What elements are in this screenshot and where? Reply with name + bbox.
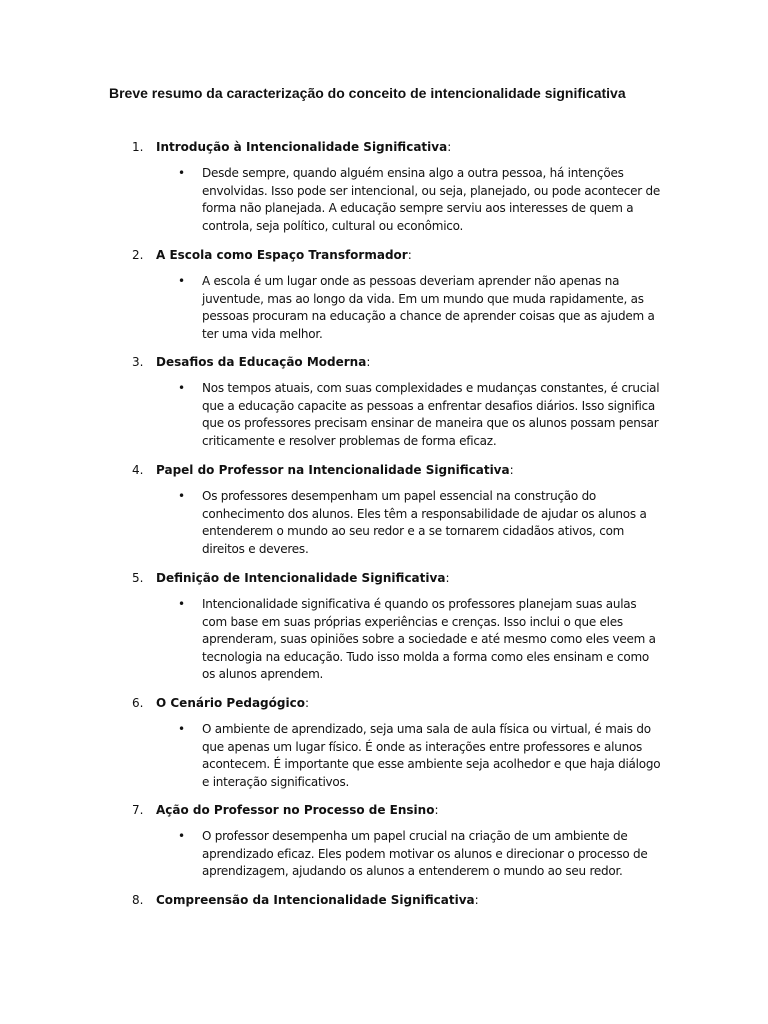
section-2 (0, 246, 768, 341)
section-title (156, 694, 309, 712)
section-title (156, 801, 439, 819)
bullet-icon: • (178, 722, 186, 736)
section-5 (0, 569, 768, 682)
section-1 (0, 138, 768, 233)
bullet-text: Os professores desempenham um papel essencial na construção do conhecimento dos alunos. Eles têm a responsabilidade de ajudar os alunos a entenderem o mundo ao seu redor e a se tornarem cidadãos ativos, com direitos e deveres. (202, 489, 647, 556)
section-title-bold: A Escola como Espaço Transformador (156, 248, 408, 262)
section-number: 6. (132, 696, 144, 710)
section-title (156, 138, 451, 156)
section-heading (0, 694, 768, 712)
section-heading (0, 138, 768, 156)
bullet-text: Nos tempos atuais, com suas complexidades e mudanças constantes, é crucial que a educação capacite as pessoas a enfrentar desafios diários. Isso significa que os professores precisam ensinar de maneira que os alunos possam pensar criticamente e resolver problemas de forma eficaz. (202, 381, 660, 448)
section-heading (0, 461, 768, 479)
section-7 (0, 801, 768, 879)
section-title-colon: : (407, 248, 412, 262)
section-title-bold: Definição de Intencionalidade Significativa (156, 571, 446, 585)
bullet-icon: • (178, 829, 186, 843)
section-title (156, 353, 370, 371)
bullet-text: Intencionalidade significativa é quando os professores planejam suas aulas com base em suas próprias experiências e crenças. Isso inclui o que eles aprenderam, suas opiniões sobre a sociedade e até mesmo como eles veem a tecnologia na educação. Tudo isso molda a forma como eles ensinam e como os alunos aprendem. (202, 597, 656, 682)
section-title-colon: : (474, 893, 479, 907)
section-heading (0, 246, 768, 264)
bullet-icon: • (178, 166, 186, 180)
section-title (156, 461, 514, 479)
section-title-colon: : (445, 571, 450, 585)
section-title-bold: Introdução à Intencionalidade Significativa (156, 140, 448, 154)
bullet-icon: • (178, 489, 186, 503)
bullet-text: A escola é um lugar onde as pessoas deveriam aprender não apenas na juventude, mas ao longo da vida. Em um mundo que muda rapidamente, as pessoas procuram na educação a chance de aprender coisas que as ajudem a ter uma vida melhor. (202, 274, 655, 341)
section-title-colon: : (509, 463, 514, 477)
bullet-text: O ambiente de aprendizado, seja uma sala de aula física ou virtual, é mais do que apenas um lugar físico. É onde as interações entre professores e alunos acontecem. É importante que esse ambiente seja acolhedor e que haja diálogo e interação significativos. (202, 722, 661, 789)
section-heading (0, 801, 768, 819)
section-title-colon: : (304, 696, 309, 710)
section-heading (0, 353, 768, 371)
section-title-bold: Compreensão da Intencionalidade Significativa (156, 893, 475, 907)
section-title (156, 569, 449, 587)
section-number: 2. (132, 248, 144, 262)
section-number: 4. (132, 463, 144, 477)
section-4 (0, 461, 768, 556)
section-number: 7. (132, 803, 144, 817)
section-3 (0, 353, 768, 448)
section-heading (0, 891, 768, 909)
bullet-icon: • (178, 381, 186, 395)
section-title-colon: : (366, 355, 371, 369)
bullet-icon: • (178, 597, 186, 611)
section-number: 5. (132, 571, 144, 585)
section-number: 8. (132, 893, 144, 907)
section-title-bold: Ação do Professor no Processo de Ensino (156, 803, 435, 817)
document-title: Breve resumo da caracterização do conceito de intencionalidade significativa (109, 85, 626, 101)
section-title (156, 891, 479, 909)
section-number: 3. (132, 355, 144, 369)
section-title-bold: Desafios da Educação Moderna (156, 355, 367, 369)
section-6 (0, 694, 768, 789)
section-title-bold: O Cenário Pedagógico (156, 696, 305, 710)
bullet-icon: • (178, 274, 186, 288)
section-number: 1. (132, 140, 144, 154)
bullet-text: Desde sempre, quando alguém ensina algo a outra pessoa, há intenções envolvidas. Isso pode ser intencional, ou seja, planejado, ou pode acontecer de forma não planejada. A educação sempre serviu aos interesses de quem a controla, seja político, cultural ou econômico. (202, 166, 661, 233)
bullet-text: O professor desempenha um papel crucial na criação de um ambiente de aprendizado eficaz. Eles podem motivar os alunos e direcionar o processo de aprendizagem, ajudando os alunos a entenderem o mundo ao seu redor. (202, 829, 648, 879)
section-title-colon: : (434, 803, 439, 817)
section-heading (0, 569, 768, 587)
section-8 (0, 891, 768, 909)
section-title-bold: Papel do Professor na Intencionalidade Significativa (156, 463, 510, 477)
section-title-colon: : (447, 140, 452, 154)
section-title (156, 246, 412, 264)
